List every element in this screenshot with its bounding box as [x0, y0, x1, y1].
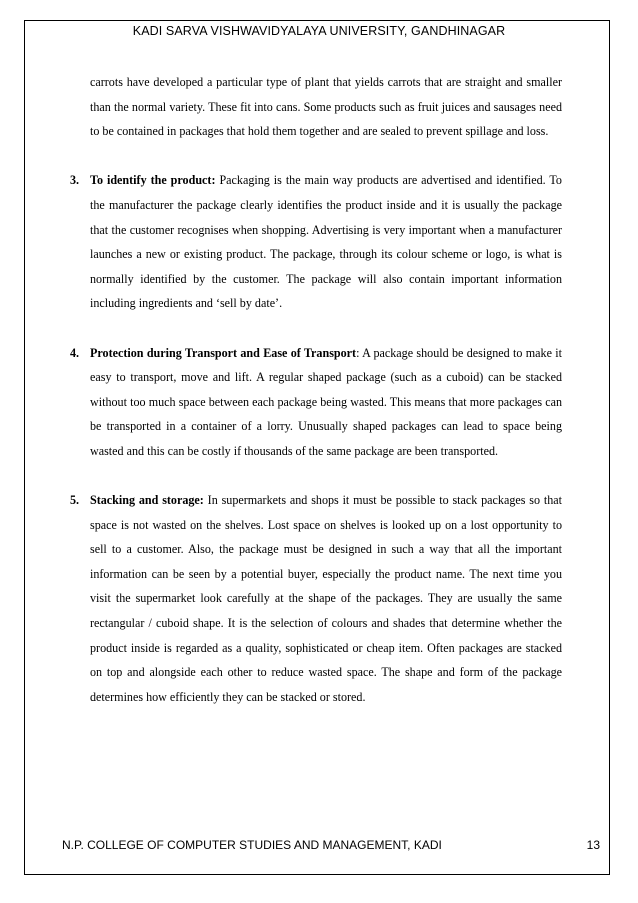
page-header: KADI SARVA VISHWAVIDYALAYA UNIVERSITY, GANDHINAGAR	[132, 24, 506, 38]
intro-paragraph: carrots have developed a particular type of plant that yields carrots that are straight and smaller than the normal variety. These fit into cans. Some products such as fruit juices and sausages need to be contained in packages that hold them together and are sealed to prevent spillage and loss.	[90, 75, 562, 139]
page-number: 13	[586, 838, 600, 852]
list-item-5	[70, 488, 562, 709]
document-body	[70, 70, 562, 709]
list-item-3	[70, 168, 562, 316]
item-paragraph	[90, 341, 562, 464]
item-heading: Stacking and storage:	[90, 493, 204, 508]
item-paragraph	[90, 488, 562, 709]
item-text: Packaging is the main way products are advertised and identified. To the manufacturer the package clearly identifies the product inside and it is usually the package that the customer recognises when shopping. Advertising is very important when a manufacturer launches a new or existing product. The package, through its colour scheme or logo, is what is normally identified by the customer. The package will also contain important information including ingredients and ‘sell by date’.	[90, 173, 562, 311]
list-item-4	[70, 341, 562, 464]
item-number: 3.	[70, 173, 80, 188]
item-number: 4.	[70, 345, 80, 360]
footer-college-name: N.P. COLLEGE OF COMPUTER STUDIES AND MANAGEMENT, KADI	[62, 838, 442, 852]
item-text: In supermarkets and shops it must be possible to stack packages so that space is not wasted on the shelves. Lost space on shelves is looked up on a lost opportunity to sell to a customer. Also, the package must be designed in such a way that all the important information can be seen by a potential buyer, especially the product name. The next time you visit the supermarket look carefully at the shape of the packages. They are usually the same rectangular / cuboid shape. It is the selection of colours and shades that determine whether the product inside is regarded as a quality, sophisticated or cheap item. Often packages are stacked on top and alongside each other to reduce wasted space. The shape and form of the package determines how efficiently they can be stacked or stored.	[90, 493, 562, 704]
item-heading: To identify the product:	[90, 173, 216, 188]
item-heading: Protection during Transport and Ease of Transport	[90, 345, 357, 360]
item-text: : A package should be designed to make it easy to transport, move and lift. A regular shaped package (such as a cuboid) can be stacked without too much space between each package being wasted. This means that more packages can be transported in a container of a lorry. Unusually shaped packages can lead to space being wasted and this can be costly if thousands of the same package are been transported.	[90, 345, 562, 458]
item-number: 5.	[70, 493, 80, 508]
item-paragraph	[90, 168, 562, 316]
